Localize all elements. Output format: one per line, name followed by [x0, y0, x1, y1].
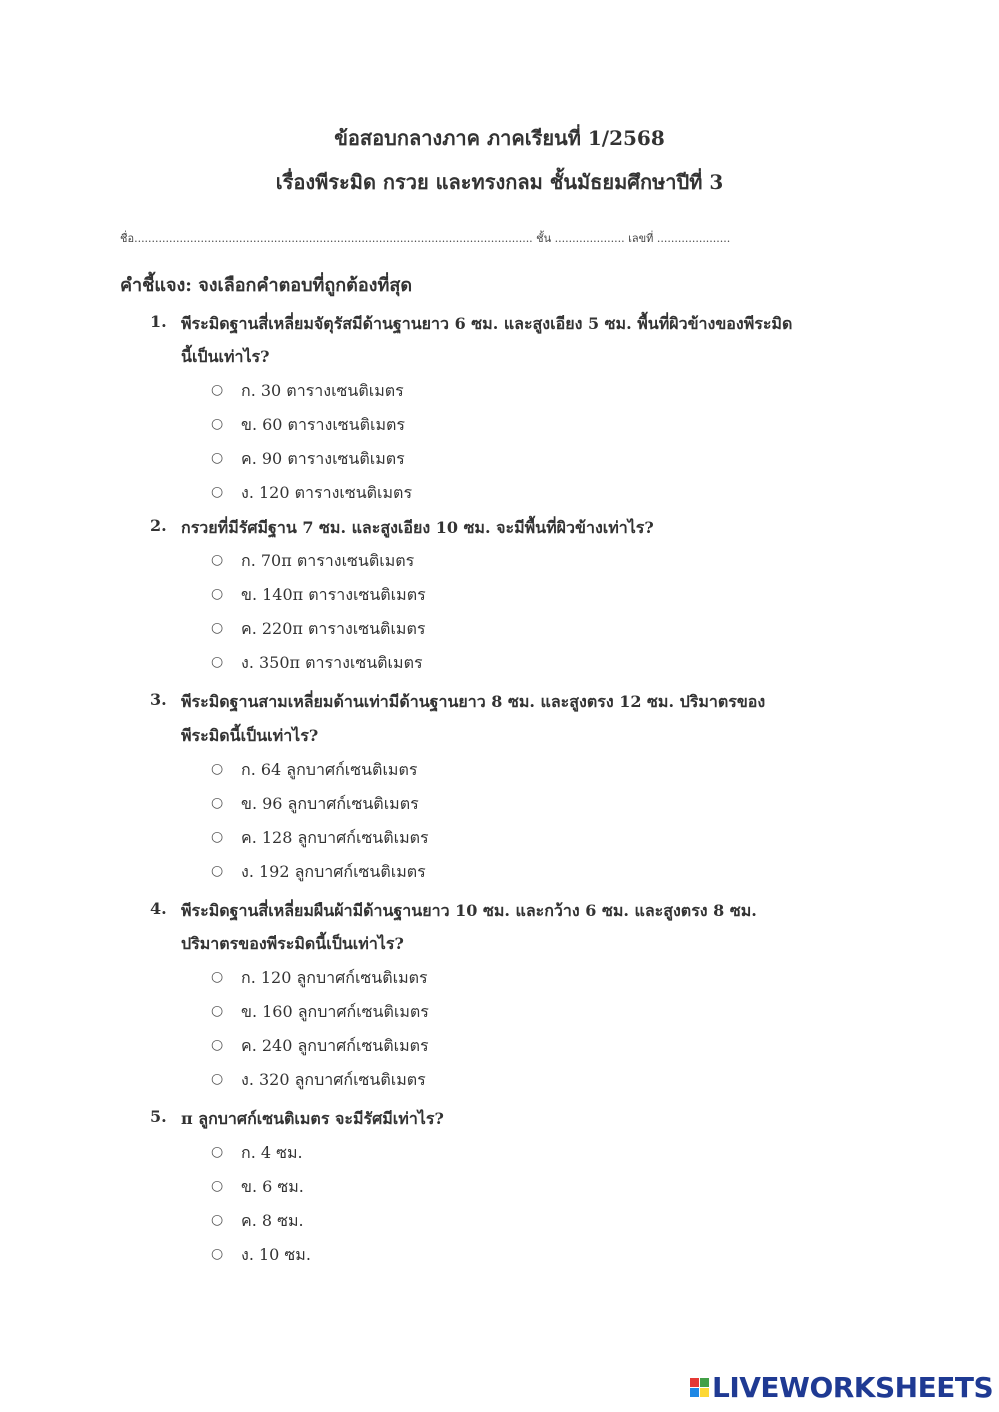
question-1-option-a[interactable]: ก. 30 ตารางเซนติเมตร	[241, 381, 404, 400]
liveworksheets-logo-text: LIVEWORKSHEETS	[712, 1370, 994, 1404]
question-2-option-d[interactable]: ง. 350π ตารางเซนติเมตร	[241, 653, 423, 672]
question-2-text: กรวยที่มีรัศมีฐาน 7 ซม. และสูงเอียง 10 ซม. จะมีพื้นที่ผิวข้างเท่าไร?	[181, 518, 654, 537]
question-2-option-a[interactable]: ก. 70π ตารางเซนติเมตร	[241, 551, 415, 570]
liveworksheets-logo[interactable]	[690, 1370, 993, 1404]
question-4-text: พีระมิดฐานสี่เหลี่ยมผืนผ้ามีด้านฐานยาว 10 ซม. และกว้าง 6 ซม. และสูงตรง 8 ซม.	[181, 901, 757, 920]
question-4-text-cont: ปริมาตรของพีระมิดนี้เป็นเท่าไร?	[181, 934, 404, 953]
question-5-text: π ลูกบาศก์เซนติเมตร จะมีรัศมีเท่าไร?	[181, 1109, 444, 1128]
question-5-option-a-radio[interactable]: ○	[211, 1144, 224, 1160]
question-4-option-b[interactable]: ข. 160 ลูกบาศก์เซนติเมตร	[241, 1002, 429, 1021]
question-1-option-c[interactable]: ค. 90 ตารางเซนติเมตร	[241, 449, 405, 468]
question-1-number: 1.	[150, 312, 167, 331]
question-4-option-c[interactable]: ค. 240 ลูกบาศก์เซนติเมตร	[241, 1036, 429, 1055]
question-4-option-d-radio[interactable]: ○	[211, 1071, 224, 1087]
question-5-option-d-radio[interactable]: ○	[211, 1246, 224, 1262]
question-3-option-d-radio[interactable]: ○	[211, 863, 224, 879]
question-4-option-d[interactable]: ง. 320 ลูกบาศก์เซนติเมตร	[241, 1070, 426, 1089]
question-3-text: พีระมิดฐานสามเหลี่ยมด้านเท่ามีด้านฐานยาว 8 ซม. และสูงตรง 12 ซม. ปริมาตรของ	[181, 692, 766, 711]
question-1-option-d[interactable]: ง. 120 ตารางเซนติเมตร	[241, 483, 413, 502]
question-4-option-c-radio[interactable]: ○	[211, 1037, 224, 1053]
question-2-option-c[interactable]: ค. 220π ตารางเซนติเมตร	[241, 619, 426, 638]
question-2-number: 2.	[150, 516, 167, 535]
question-4-option-b-radio[interactable]: ○	[211, 1003, 224, 1019]
question-5-number: 5.	[150, 1107, 167, 1126]
question-1-text: พีระมิดฐานสี่เหลี่ยมจัตุรัสมีด้านฐานยาว 6 ซม. และสูงเอียง 5 ซม. พื้นที่ผิวข้างของพีระมิด	[181, 314, 793, 333]
question-1-text-cont: นี้เป็นเท่าไร?	[181, 347, 270, 366]
question-2-option-a-radio[interactable]: ○	[211, 552, 224, 568]
question-5-option-b[interactable]: ข. 6 ซม.	[241, 1177, 304, 1196]
question-2-option-b[interactable]: ข. 140π ตารางเซนติเมตร	[241, 585, 426, 604]
question-2-option-c-radio[interactable]: ○	[211, 620, 224, 636]
question-1-option-c-radio[interactable]: ○	[211, 450, 224, 466]
question-1-option-a-radio[interactable]: ○	[211, 382, 224, 398]
question-1-option-b[interactable]: ข. 60 ตารางเซนติเมตร	[241, 415, 405, 434]
exam-subtitle: เรื่องพีระมิด กรวย และทรงกลม ชั้นมัธยมศึกษาปีที่ 3	[275, 170, 724, 194]
question-5-option-b-radio[interactable]: ○	[211, 1178, 224, 1194]
question-5-option-c[interactable]: ค. 8 ซม.	[241, 1211, 304, 1230]
question-4-option-a[interactable]: ก. 120 ลูกบาศก์เซนติเมตร	[241, 968, 428, 987]
exam-title: ข้อสอบกลางภาค ภาคเรียนที่ 1/2568	[334, 126, 665, 150]
question-3-option-a[interactable]: ก. 64 ลูกบาศก์เซนติเมตร	[241, 760, 418, 779]
question-3-option-c-radio[interactable]: ○	[211, 829, 224, 845]
question-1-option-b-radio[interactable]: ○	[211, 416, 224, 432]
question-5-option-d[interactable]: ง. 10 ซม.	[241, 1245, 311, 1264]
question-3-text-cont: พีระมิดนี้เป็นเท่าไร?	[181, 726, 319, 745]
question-3-option-d[interactable]: ง. 192 ลูกบาศก์เซนติเมตร	[241, 862, 426, 881]
question-5-option-c-radio[interactable]: ○	[211, 1212, 224, 1228]
student-info-line: ชื่อ.................................................................................................................. ชั้น .................... เลขที่ .....................	[120, 232, 731, 245]
question-3-option-c[interactable]: ค. 128 ลูกบาศก์เซนติเมตร	[241, 828, 429, 847]
question-5-option-a[interactable]: ก. 4 ซม.	[241, 1143, 303, 1162]
question-1-option-d-radio[interactable]: ○	[211, 484, 224, 500]
question-3-option-b[interactable]: ข. 96 ลูกบาศก์เซนติเมตร	[241, 794, 419, 813]
question-3-number: 3.	[150, 690, 167, 709]
question-3-option-a-radio[interactable]: ○	[211, 761, 224, 777]
question-2-option-b-radio[interactable]: ○	[211, 586, 224, 602]
question-4-number: 4.	[150, 899, 167, 918]
question-2-option-d-radio[interactable]: ○	[211, 654, 224, 670]
question-3-option-b-radio[interactable]: ○	[211, 795, 224, 811]
question-4-option-a-radio[interactable]: ○	[211, 969, 224, 985]
liveworksheets-logo-icon	[690, 1378, 709, 1397]
instructions: คำชี้แจง: จงเลือกคำตอบที่ถูกต้องที่สุด	[120, 275, 413, 296]
